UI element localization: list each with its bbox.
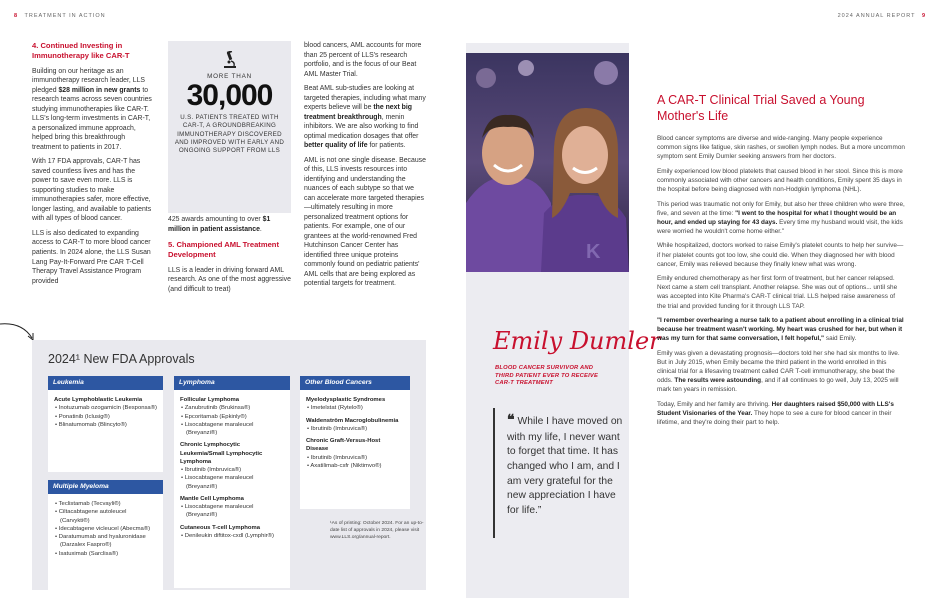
quote-text: While I have moved on with my life, I never want to forget that time. It has changed who I am, and I am very grateful for the new appreciation I have for life.”	[507, 416, 623, 516]
paragraph: blood cancers, AML accounts for more than 25 percent of LLS's research portfolio, and is the focus of our Beat AML Master Trial.	[304, 42, 422, 78]
paragraph: Blood cancer symptoms are diverse and wide-ranging. Many people experience common signs like fatigue, skin rashes, or swollen lymph nodes. But a more uncommon symptom sent Emily Dumler seeking answers from her doctors.	[657, 135, 905, 161]
category-body-leukemia	[48, 390, 163, 472]
left-section-title: TREATMENT IN ACTION	[24, 13, 106, 19]
drug-item: • Ibrutinib (Imbruvica®)	[181, 467, 242, 474]
drug-item: • Denileukin diftitox-cxdl (Lymphir®)	[181, 532, 274, 539]
drug-item: • Ciltacabtagene autoleucel (Carvykti®)	[55, 509, 127, 524]
category-body-other	[300, 390, 410, 509]
quote-mark-icon: ❝	[507, 412, 515, 428]
drug-item: • Daratumumab and hyaluronidase (Darzalex Faspro®)	[55, 534, 146, 549]
drug-item: • Ibrutinib (Imbruvica®)	[307, 425, 368, 432]
bold-text: The results were astounding	[674, 377, 762, 385]
paragraph: LLS is a leader in driving forward AML research. As one of the most aggressive (and difficult to treat)	[168, 266, 291, 293]
text: to research teams across seven countries studying immunotherapies like CAR-T. LLS's long-term investments in CAR-T, a personalized immune approach, helped bring this breakthrough treatment to patients in 2017.	[32, 86, 152, 151]
text: said Emily.	[824, 335, 857, 343]
section-heading-cart: 4. Continued Investing in Immunotherapy like CAR-T	[32, 41, 130, 60]
text: , menin inhibitors. We are also working to find optimal medication dosages that offer	[304, 113, 419, 140]
text: This period was traumatic not only for Emily, but also her three children who were three, five, and seven at the time:	[657, 200, 905, 217]
paragraph: LLS is also dedicated to expanding access to CAR-T to more blood cancer patients. In 2024 alone, the LLS Susan Lang Pay-It-Forward Pre CAR T-Cell Therapy Travel Assistance Program provided	[32, 229, 151, 285]
group-title: Myelodysplastic Syndromes	[306, 397, 386, 403]
fda-column-lymphoma	[174, 376, 290, 588]
left-page-header	[14, 13, 106, 19]
paragraph	[657, 316, 905, 343]
bold-text: $1 million in patient assistance	[168, 216, 271, 233]
right-page-number: 9	[921, 13, 926, 19]
paragraph	[657, 349, 905, 394]
right-page-header	[838, 13, 926, 19]
stat-callout	[168, 41, 291, 213]
pull-quote	[507, 411, 625, 519]
text: They hope to see a cure for blood cancer in their lifetime, and they're doing their part to help.	[657, 409, 892, 427]
text: , and if all continues to go well, July 13, 2025 will mark ten years in remission.	[657, 377, 899, 394]
paragraph: While hospitalized, doctors worked to raise Emily's platelet counts to help her survive—if her platelet counts got too low, she could die. When they diagnosed her with blood cancer, Emily was relieved because they finally knew what was wrong.	[657, 242, 904, 268]
fda-footnote: ¹As of printing: October 2024. For an up-to-date list of approvals in 2024, please visit www.LLS.org/annual-report.	[330, 521, 424, 540]
microscope-icon	[222, 51, 238, 69]
group-title: Follicular Lymphoma	[180, 397, 240, 403]
svg-text:K: K	[586, 241, 601, 263]
paragraph: Emily endured chemotherapy as her first form of treatment, but her cancer relapsed. Next came a stem cell transplant. Another relapse. She was out of options... until she was accepted into Kite Pharma's CAR-T clinical trial. LLS helped raise awareness of the trial and provided funding for it through LLS TAP.	[657, 275, 898, 310]
paragraph: Emily experienced low blood platelets that caused blood in her stool. Since this is more commonly associated with other cancers and health conditions, Emily spent 35 days in the hospital before being diagnosed with non-Hodgkin lymphoma (NHL).	[657, 167, 903, 193]
fda-column-other	[300, 376, 410, 509]
paragraph	[657, 200, 905, 236]
bold-text: "I went to the hospital for what I thought would be an hour, and ended up staying for 43 days.	[657, 209, 897, 226]
drug-item: • Epcoritamab (Epkinly®)	[181, 413, 247, 420]
drug-item: • Inotuzumab ozogamicin (Besponsa®)	[55, 405, 158, 412]
bold-text: the next big treatment breakthrough	[304, 104, 412, 121]
drug-item: • Teclistamab (Tecvayli®)	[55, 501, 121, 507]
paragraph	[304, 84, 426, 151]
column-two	[168, 215, 291, 299]
text: Every time my husband would visit, the kids were worried he wouldn't come home either."	[657, 218, 903, 235]
left-page-number: 8	[14, 13, 19, 19]
group-title: Chronic Lymphocytic Leukemia/Small Lymphocytic Lymphoma	[180, 442, 263, 465]
stat-more-than: MORE THAN	[207, 73, 252, 80]
drug-item: • Lisocabtagene maraleucel (Breyanzi®)	[181, 475, 254, 490]
drug-item: • Axatilimab-csfr (Niktimvo®)	[307, 462, 382, 469]
quote-bar	[493, 408, 495, 538]
drug-item: • Lisocabtagene maraleucel (Breyanzi®)	[181, 504, 254, 519]
group-title: Chronic Graft-Versus-Host Disease	[306, 438, 381, 453]
text: Emily was given a devastating prognosis—doctors told her she had six months to live. But in July 2015, when Emily became the third patient in the world enrolled in this clinical trial for a lifesaving treatment called CAR T-cell immunotherapy, she beat the odds.	[657, 349, 900, 385]
text: .	[259, 225, 262, 233]
bold-text: Her daughters raised $50,000 with LLS's Student Visionaries of the Year.	[657, 400, 894, 417]
paragraph	[168, 215, 291, 234]
signature-name: Emily Dumler	[493, 327, 661, 355]
story-body	[657, 134, 905, 433]
drug-item: • Ibrutinib (Imbruvica®)	[307, 454, 368, 461]
bold-text: $28 million in new grants	[58, 86, 141, 94]
column-three	[304, 41, 426, 294]
text: Building on our heritage as an immunotherapy research leader, LLS pledged	[32, 67, 145, 94]
profile-subtitle: BLOOD CANCER SURVIVOR AND THIRD PATIENT EVER TO RECEIVE CAR-T TREATMENT	[495, 365, 599, 387]
right-section-title: 2024 ANNUAL REPORT	[837, 13, 916, 19]
category-header-lymphoma: Lymphoma	[174, 376, 290, 390]
paragraph: With 17 FDA approvals, CAR-T has saved countless lives and has the power to save even more. LLS is supporting studies to make immunotherapies safer, more effective, longer lasting, and available to patients with all types of blood cancer.	[32, 158, 152, 223]
drug-item: • Isatuximab (Sarclisa®)	[55, 550, 119, 557]
drug-item: • Zanubrutinib (Brukinsa®)	[181, 405, 251, 412]
fda-approvals-panel	[32, 340, 426, 590]
couple-photo-icon	[466, 53, 629, 272]
fda-column-leukemia	[48, 376, 163, 594]
stat-number: 30,000	[186, 79, 273, 112]
profile-panel	[466, 43, 661, 598]
group-title: Cutaneous T-cell Lymphoma	[180, 524, 260, 531]
fda-title: 2024¹ New FDA Approvals	[48, 352, 195, 366]
drug-item: • Blinatumomab (Blincyto®)	[55, 421, 127, 428]
text: 425 awards amounting to over	[168, 216, 263, 223]
drug-item: • Imetelstat (Rytelo®)	[307, 405, 363, 412]
paragraph: AML is not one single disease. Because of this, LLS invests resources into identifying and understanding the nuances of each subtype so that we can accelerate more targeted therapies—ultimately resulting in more personalized treatment options for patients. For example, one of our grantees at the world-renowned Fred Hutchinson Cancer Center has identified three unique proteins commonly found on pediatric patients' AML cells that are being explored as potential targets for treatment.	[304, 156, 426, 288]
stat-description: U.S. PATIENTS TREATED WITH CAR-T, A GROUNDBREAKING IMMUNOTHERAPY DISCOVERED AND IMPROVED WITH EARLY AND ONGOING SUPPORT FROM LLS	[174, 114, 285, 155]
category-body-myeloma	[48, 494, 163, 594]
category-header-leukemia: Leukemia	[48, 376, 163, 390]
paragraph	[32, 67, 155, 153]
group-title: Acute Lymphoblastic Leukemia	[54, 397, 143, 403]
bold-text: "I remember overhearing a nurse talk to a patient about enrolling in a clinical trial because her treatment wasn't working. My heart was crushed for her, but when it was my turn for that same conversation, I felt hopeful,"	[657, 317, 904, 343]
drug-item: • Lisocabtagene maraleucel (Breyanzi®)	[181, 421, 254, 437]
group-title: Mantle Cell Lymphoma	[180, 495, 244, 502]
bold-text: better quality of life	[304, 142, 368, 150]
story-title: A CAR-T Clinical Trial Saved a Young Mother's Life	[657, 93, 865, 123]
text: Today, Emily and her family are thriving.	[657, 400, 772, 408]
category-header-other: Other Blood Cancers	[300, 376, 410, 390]
column-one	[32, 41, 155, 291]
paragraph	[657, 400, 905, 427]
drug-item: • Idecabtagene vicleucel (Abecma®)	[55, 525, 151, 532]
drug-item: • Ponatinib (Iclusig®)	[55, 413, 110, 420]
section-heading-aml: 5. Championed AML Treatment Development	[168, 240, 279, 259]
group-title: Waldenström Macroglobulinemia	[306, 417, 399, 424]
category-header-myeloma: Multiple Myeloma	[48, 480, 163, 494]
text: for patients.	[367, 142, 406, 150]
category-body-lymphoma	[174, 390, 290, 588]
text: Beat AML sub-studies are looking at targeted therapies, including what many experts believe will be	[304, 85, 426, 112]
